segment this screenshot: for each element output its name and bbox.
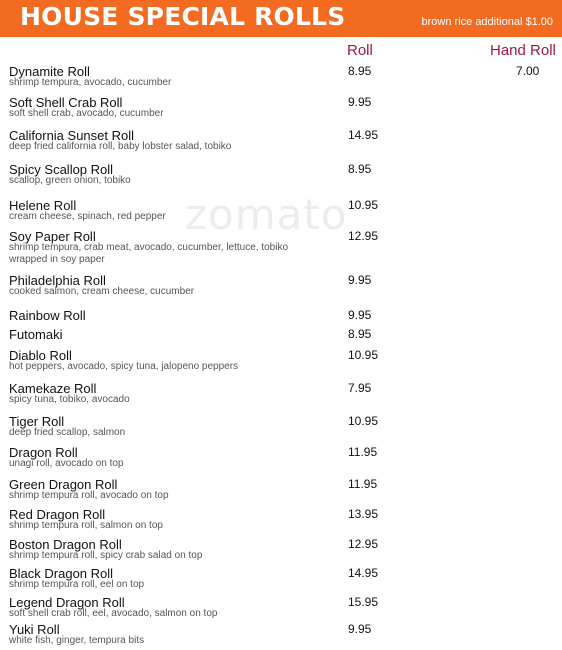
item-name: Helene Roll (9, 198, 77, 213)
item-name: Dragon Roll (9, 445, 78, 460)
column-header-roll: Roll (347, 42, 373, 59)
item-name: Black Dragon Roll (9, 566, 114, 581)
item-description: shrimp tempura roll, avocado on top (9, 490, 169, 501)
item-roll-price: 7.95 (348, 381, 372, 395)
item-name: Legend Dragon Roll (9, 595, 125, 610)
item-description: deep fried california roll, baby lobster salad, tobiko (9, 141, 232, 152)
item-description: shrimp tempura roll, spicy crab salad on top (9, 550, 203, 561)
item-description: shrimp tempura roll, eel on top (9, 579, 145, 590)
item-roll-price: 8.95 (348, 327, 372, 341)
item-hand-roll-price: 7.00 (516, 64, 540, 78)
item-name: Soy Paper Roll (9, 229, 96, 244)
item-description: unagi roll, avocado on top (9, 458, 124, 469)
item-roll-price: 12.95 (348, 537, 379, 551)
item-name: Green Dragon Roll (9, 477, 118, 492)
item-description: shrimp tempura roll, salmon on top (9, 520, 163, 531)
item-description: scallop, green onion, tobiko (9, 175, 131, 186)
item-roll-price: 10.95 (348, 414, 379, 428)
item-name: Philadelphia Roll (9, 273, 106, 288)
item-roll-price: 12.95 (348, 229, 379, 243)
item-roll-price: 10.95 (348, 198, 379, 212)
item-roll-price: 8.95 (348, 64, 372, 78)
item-name: Rainbow Roll (9, 308, 86, 323)
item-name: California Sunset Roll (9, 128, 135, 143)
item-name: Diablo Roll (9, 348, 72, 363)
item-roll-price: 9.95 (348, 622, 372, 636)
item-description: soft shell crab, avocado, cucumber (9, 108, 164, 119)
item-name: Kamekaze Roll (9, 381, 97, 396)
watermark: zomato (185, 190, 348, 239)
item-description: cream cheese, spinach, red pepper (9, 211, 166, 222)
item-name: Boston Dragon Roll (9, 537, 122, 552)
item-name: Dynamite Roll (9, 64, 90, 79)
item-description: spicy tuna, tobiko, avocado (9, 394, 130, 405)
item-roll-price: 8.95 (348, 162, 372, 176)
item-description: cooked salmon, cream cheese, cucumber (9, 286, 195, 297)
item-name: Red Dragon Roll (9, 507, 106, 522)
item-roll-price: 9.95 (348, 273, 372, 287)
item-roll-price: 14.95 (348, 566, 379, 580)
item-name: Tiger Roll (9, 414, 65, 429)
item-name: Futomaki (9, 327, 63, 342)
item-roll-price: 9.95 (348, 95, 372, 109)
item-roll-price: 11.95 (348, 477, 378, 491)
item-description: shrimp tempura, avocado, cucumber (9, 77, 172, 88)
item-name: Soft Shell Crab Roll (9, 95, 123, 110)
item-description: white fish, ginger, tempura bits (9, 635, 145, 646)
brown-rice-note: brown rice additional $1.00 (421, 16, 553, 28)
item-roll-price: 13.95 (348, 507, 379, 521)
item-roll-price: 10.95 (348, 348, 379, 362)
item-name: Spicy Scallop Roll (9, 162, 114, 177)
item-roll-price: 15.95 (348, 595, 379, 609)
page-title: HOUSE SPECIAL ROLLS (20, 2, 346, 31)
item-roll-price: 11.95 (348, 445, 378, 459)
item-roll-price: 14.95 (348, 128, 379, 142)
item-description: deep fried scallop, salmon (9, 427, 126, 438)
item-name: Yuki Roll (9, 622, 60, 637)
item-roll-price: 9.95 (348, 308, 372, 322)
column-header-hand-roll: Hand Roll (490, 42, 556, 59)
item-description: soft shell crab roll, eel, avocado, salmon on top (9, 608, 218, 619)
item-description: hot peppers, avocado, spicy tuna, jalopeno peppers (9, 361, 239, 372)
item-description: shrimp tempura, crab meat, avocado, cucumber, lettuce, tobiko wrapped in soy paper (9, 242, 289, 265)
